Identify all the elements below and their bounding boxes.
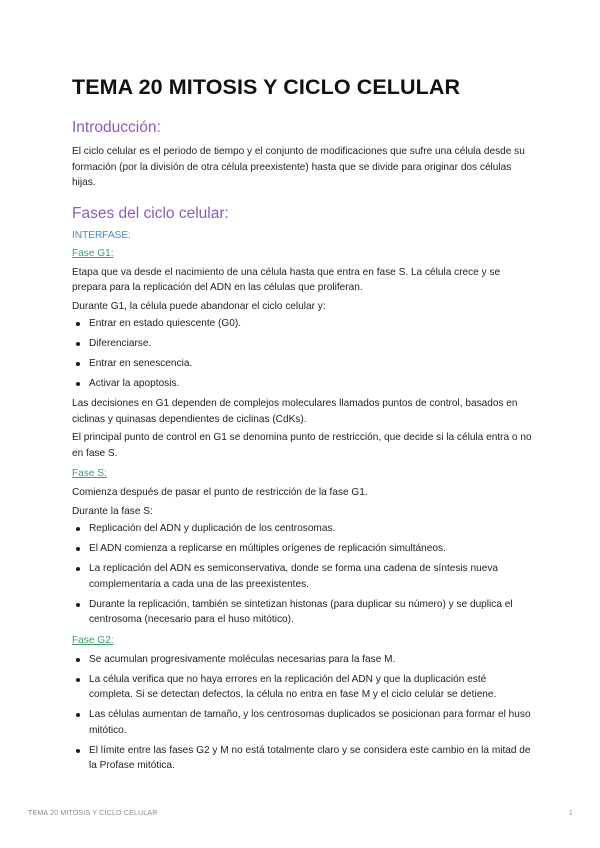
- list-item: La replicación del ADN es semiconservativa, donde se forma una cadena de síntesis nueva complementaria a cada una de las preexistentes.: [72, 561, 532, 592]
- page-number: 1: [568, 810, 573, 817]
- s-list: [72, 521, 532, 628]
- interfase-label: INTERFASE:: [72, 229, 131, 241]
- intro-heading: Introducción:: [72, 119, 161, 136]
- g2-list: [72, 652, 532, 774]
- list-item: Activar la apoptosis.: [72, 376, 532, 392]
- list-item: Entrar en estado quiescente (G0).: [72, 316, 532, 332]
- list-item: El límite entre las fases G2 y M no está totalmente claro y se considera este cambio en la mitad de la Profase mitótica.: [72, 743, 532, 774]
- list-item: La célula verifica que no haya errores en la replicación del ADN y que la duplicación esté completa. Si se detectan defectos, la célula no entra en fase M y el ciclo celular se detiene.: [72, 672, 532, 703]
- list-item: Durante la replicación, también se sintetizan histonas (para duplicar su número) y se duplica el centrosoma (necesario para el huso mitótico).: [72, 597, 532, 628]
- s-paragraph-1: Comienza después de pasar el punto de restricción de la fase G1.: [72, 487, 368, 498]
- phase-g2-label: Fase G2:: [72, 634, 114, 646]
- footer-title: TEMA 20 MITOSIS Y CICLO CELULAR: [28, 810, 158, 817]
- intro-paragraph: El ciclo celular es el periodo de tiempo y el conjunto de modificaciones que sufre una célula desde su formación (por la división de otra célula preexistente) hasta que se divide para originar dos células hijas.: [72, 146, 525, 188]
- list-item: Replicación del ADN y duplicación de los centrosomas.: [72, 521, 532, 537]
- list-item: Las células aumentan de tamaño, y los centrosomas duplicados se posicionan para formar el huso mitótico.: [72, 707, 532, 738]
- g1-paragraph-2: Durante G1, la célula puede abandonar el ciclo celular y:: [72, 300, 326, 312]
- s-paragraph-2: Durante la fase S:: [72, 505, 153, 517]
- page-footer: [28, 810, 573, 817]
- list-item: Se acumulan progresivamente moléculas necesarias para la fase M.: [72, 652, 532, 668]
- g1-list: [72, 316, 532, 392]
- g1-paragraph-1: Etapa que va desde el nacimiento de una célula hasta que entra en fase S. La célula crece y se prepara para la replicación del ADN en las células que proliferan.: [72, 266, 501, 293]
- phase-g1-label: Fase G1:: [72, 247, 114, 259]
- g1-paragraph-3: Las decisiones en G1 dependen de complejos moleculares llamados puntos de control, basados en ciclinas y quinasas dependientes de ciclinas (CdKs).: [72, 398, 518, 425]
- page-title: TEMA 20 MITOSIS Y CICLO CELULAR: [72, 75, 461, 99]
- list-item: Entrar en senescencia.: [72, 356, 532, 372]
- g1-paragraph-4: El principal punto de control en G1 se denomina punto de restricción, que decide si la célula entra o no en fase S.: [72, 432, 532, 459]
- phase-s-label: Fase S:: [72, 468, 107, 479]
- fases-heading: Fases del ciclo celular:: [72, 204, 229, 222]
- list-item: Diferenciarse.: [72, 336, 532, 352]
- list-item: El ADN comienza a replicarse en múltiples orígenes de replicación simultáneos.: [72, 541, 532, 557]
- document-page: [72, 72, 532, 778]
